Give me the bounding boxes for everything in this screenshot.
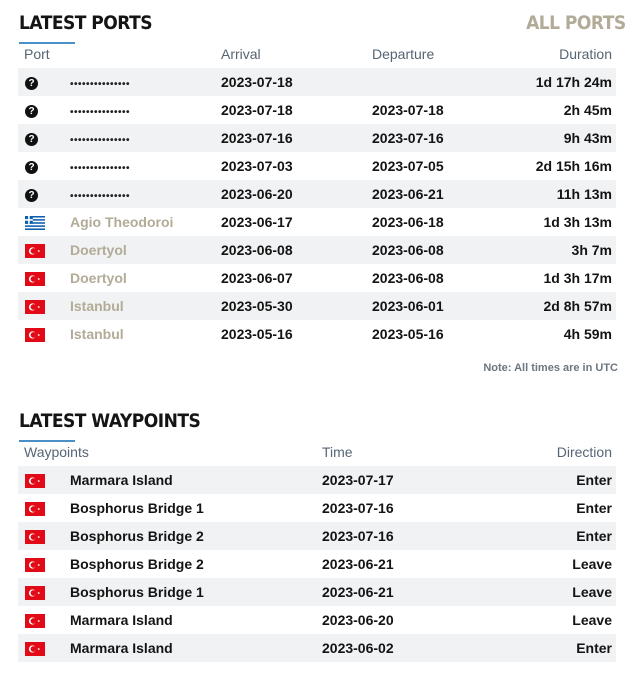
port-name-link[interactable]: Istanbul — [70, 326, 124, 342]
waypoints-table — [18, 438, 616, 662]
port-flag-cell — [18, 264, 70, 292]
waypoint-time-cell: 2023-07-17 — [322, 466, 482, 494]
masked-port-name: ••••••••••••••• — [70, 107, 131, 118]
waypoint-direction-cell: Leave — [572, 612, 612, 628]
latest-ports-title: LATEST PORTS — [19, 12, 153, 34]
turkey-flag-icon — [25, 530, 45, 544]
port-flag-cell — [18, 320, 70, 348]
waypoints-table-body — [18, 466, 616, 662]
waypoint-flag-cell — [18, 550, 70, 578]
port-name-cell — [70, 292, 221, 320]
arrival-cell: 2023-07-18 — [221, 102, 293, 118]
port-flag-cell — [18, 68, 70, 96]
waypoint-flag-cell — [18, 466, 70, 494]
waypoint-time-cell: 2023-07-16 — [322, 500, 394, 516]
turkey-flag-icon — [25, 558, 45, 572]
port-flag-cell — [18, 96, 70, 124]
waypoint-row — [18, 606, 616, 634]
departure-cell — [372, 68, 512, 96]
waypoint-flag-cell — [18, 634, 70, 662]
waypoint-flag-cell — [18, 494, 70, 522]
masked-port-name: ••••••••••••••• — [70, 163, 131, 174]
waypoint-direction-cell: Leave — [572, 556, 612, 572]
waypoint-flag-cell — [18, 522, 70, 550]
port-name-cell — [70, 68, 221, 96]
port-row — [18, 292, 616, 320]
arrival-cell: 2023-06-17 — [221, 214, 293, 230]
waypoint-name-cell: Bosphorus Bridge 1 — [70, 578, 322, 606]
utc-note: Note: All times are in UTC — [483, 362, 618, 374]
duration-cell: 11h 13m — [512, 180, 616, 208]
arrival-column-header[interactable]: Arrival — [221, 46, 261, 62]
waypoint-direction-cell: Enter — [576, 500, 612, 516]
unknown-flag-icon: ? — [25, 133, 38, 146]
waypoint-row — [18, 522, 616, 550]
arrival-cell: 2023-07-03 — [221, 158, 293, 174]
port-name-cell — [70, 320, 221, 348]
port-name-link[interactable]: Agio Theodoroi — [70, 214, 174, 230]
turkey-flag-icon — [25, 614, 45, 628]
port-row — [18, 320, 616, 348]
port-row — [18, 264, 616, 292]
port-row — [18, 236, 616, 264]
turkey-flag-icon — [25, 474, 45, 488]
duration-cell: 2d 8h 57m — [512, 292, 616, 320]
port-flag-cell — [18, 124, 70, 152]
duration-cell: 1d 17h 24m — [512, 68, 616, 96]
departure-cell: 2023-05-16 — [372, 326, 444, 342]
arrival-cell: 2023-06-07 — [221, 270, 293, 286]
departure-column-header[interactable]: Departure — [372, 46, 435, 62]
departure-cell: 2023-06-21 — [372, 180, 512, 208]
title-underline — [19, 42, 75, 44]
ports-header-row — [18, 40, 616, 68]
port-flag-cell — [18, 180, 70, 208]
unknown-flag-icon: ? — [25, 189, 38, 202]
direction-column-header[interactable]: Direction — [556, 444, 612, 460]
waypoint-time-cell: 2023-07-16 — [322, 522, 482, 550]
port-flag-cell — [18, 208, 70, 236]
duration-cell: 2d 15h 16m — [535, 158, 612, 174]
latest-ports-header — [0, 0, 634, 40]
duration-cell: 1d 3h 17m — [543, 270, 612, 286]
departure-cell: 2023-06-08 — [372, 270, 444, 286]
all-ports-link[interactable]: ALL PORTS — [526, 12, 626, 34]
duration-cell: 1d 3h 13m — [543, 214, 612, 230]
arrival-cell: 2023-07-16 — [221, 124, 372, 152]
waypoint-row — [18, 494, 616, 522]
waypoint-row — [18, 550, 616, 578]
masked-port-name: ••••••••••••••• — [70, 191, 131, 202]
port-column-header[interactable]: Port — [24, 46, 50, 62]
waypoint-row — [18, 634, 616, 662]
unknown-flag-icon: ? — [25, 77, 38, 90]
waypoint-row — [18, 466, 616, 494]
waypoint-flag-cell — [18, 606, 70, 634]
duration-cell: 4h 59m — [563, 326, 612, 342]
departure-cell: 2023-06-08 — [372, 236, 512, 264]
arrival-cell: 2023-05-16 — [221, 326, 293, 342]
ports-table-body — [18, 68, 616, 348]
waypoints-header-row — [18, 438, 616, 466]
waypoint-direction-cell: Enter — [482, 466, 616, 494]
arrival-cell: 2023-07-18 — [221, 68, 372, 96]
turkey-flag-icon — [25, 244, 45, 258]
duration-cell: 3h 7m — [512, 236, 616, 264]
departure-cell: 2023-06-18 — [372, 214, 444, 230]
waypoint-time-cell: 2023-06-02 — [322, 634, 482, 662]
port-flag-cell — [18, 292, 70, 320]
departure-cell: 2023-06-01 — [372, 292, 512, 320]
port-row — [18, 124, 616, 152]
departure-cell: 2023-07-18 — [372, 102, 444, 118]
masked-port-name: ••••••••••••••• — [70, 79, 131, 90]
ports-table — [18, 40, 616, 348]
waypoint-name-cell: Marmara Island — [70, 612, 173, 628]
waypoint-name-cell: Bosphorus Bridge 2 — [70, 556, 204, 572]
latest-waypoints-title: LATEST WAYPOINTS — [19, 410, 201, 432]
port-name-cell — [70, 152, 221, 180]
port-name-link[interactable]: Istanbul — [70, 298, 124, 314]
turkey-flag-icon — [25, 328, 45, 342]
port-row — [18, 208, 616, 236]
greece-flag-icon — [25, 216, 45, 230]
latest-waypoints-section — [0, 398, 634, 662]
port-name-link[interactable]: Doertyol — [70, 242, 127, 258]
waypoint-direction-cell: Enter — [482, 634, 616, 662]
unknown-flag-icon: ? — [25, 161, 38, 174]
departure-cell: 2023-07-16 — [372, 124, 512, 152]
waypoint-time-cell: 2023-06-21 — [322, 578, 482, 606]
turkey-flag-icon — [25, 586, 45, 600]
waypoint-name-cell: Bosphorus Bridge 1 — [70, 500, 204, 516]
waypoint-direction-cell: Leave — [482, 578, 616, 606]
waypoint-flag-cell — [18, 578, 70, 606]
time-column-header[interactable]: Time — [322, 444, 353, 460]
turkey-flag-icon — [25, 300, 45, 314]
port-row — [18, 68, 616, 96]
duration-cell: 2h 45m — [563, 102, 612, 118]
port-name-cell — [70, 124, 221, 152]
waypoint-row — [18, 578, 616, 606]
arrival-cell: 2023-06-20 — [221, 180, 372, 208]
port-row — [18, 180, 616, 208]
port-name-cell — [70, 236, 221, 264]
port-row — [18, 152, 616, 180]
latest-waypoints-header — [0, 398, 634, 438]
arrival-cell: 2023-05-30 — [221, 292, 372, 320]
masked-port-name: ••••••••••••••• — [70, 135, 131, 146]
port-flag-cell — [18, 236, 70, 264]
port-flag-cell — [18, 152, 70, 180]
turkey-flag-icon — [25, 502, 45, 516]
title-underline — [19, 440, 75, 442]
duration-column-header[interactable]: Duration — [559, 46, 612, 62]
waypoint-name-cell: Marmara Island — [70, 634, 322, 662]
waypoint-column-header[interactable]: Waypoints — [24, 444, 89, 460]
turkey-flag-icon — [25, 272, 45, 286]
turkey-flag-icon — [25, 642, 45, 656]
port-name-cell — [70, 96, 221, 124]
port-name-link[interactable]: Doertyol — [70, 270, 127, 286]
port-name-cell — [70, 180, 221, 208]
port-name-cell — [70, 264, 221, 292]
waypoint-name-cell: Bosphorus Bridge 2 — [70, 522, 322, 550]
port-row — [18, 96, 616, 124]
waypoint-direction-cell: Enter — [482, 522, 616, 550]
waypoint-time-cell: 2023-06-21 — [322, 556, 394, 572]
departure-cell: 2023-07-05 — [372, 158, 444, 174]
duration-cell: 9h 43m — [512, 124, 616, 152]
waypoint-name-cell: Marmara Island — [70, 466, 322, 494]
port-name-cell — [70, 208, 221, 236]
arrival-cell: 2023-06-08 — [221, 236, 372, 264]
unknown-flag-icon: ? — [25, 105, 38, 118]
waypoint-time-cell: 2023-06-20 — [322, 612, 394, 628]
